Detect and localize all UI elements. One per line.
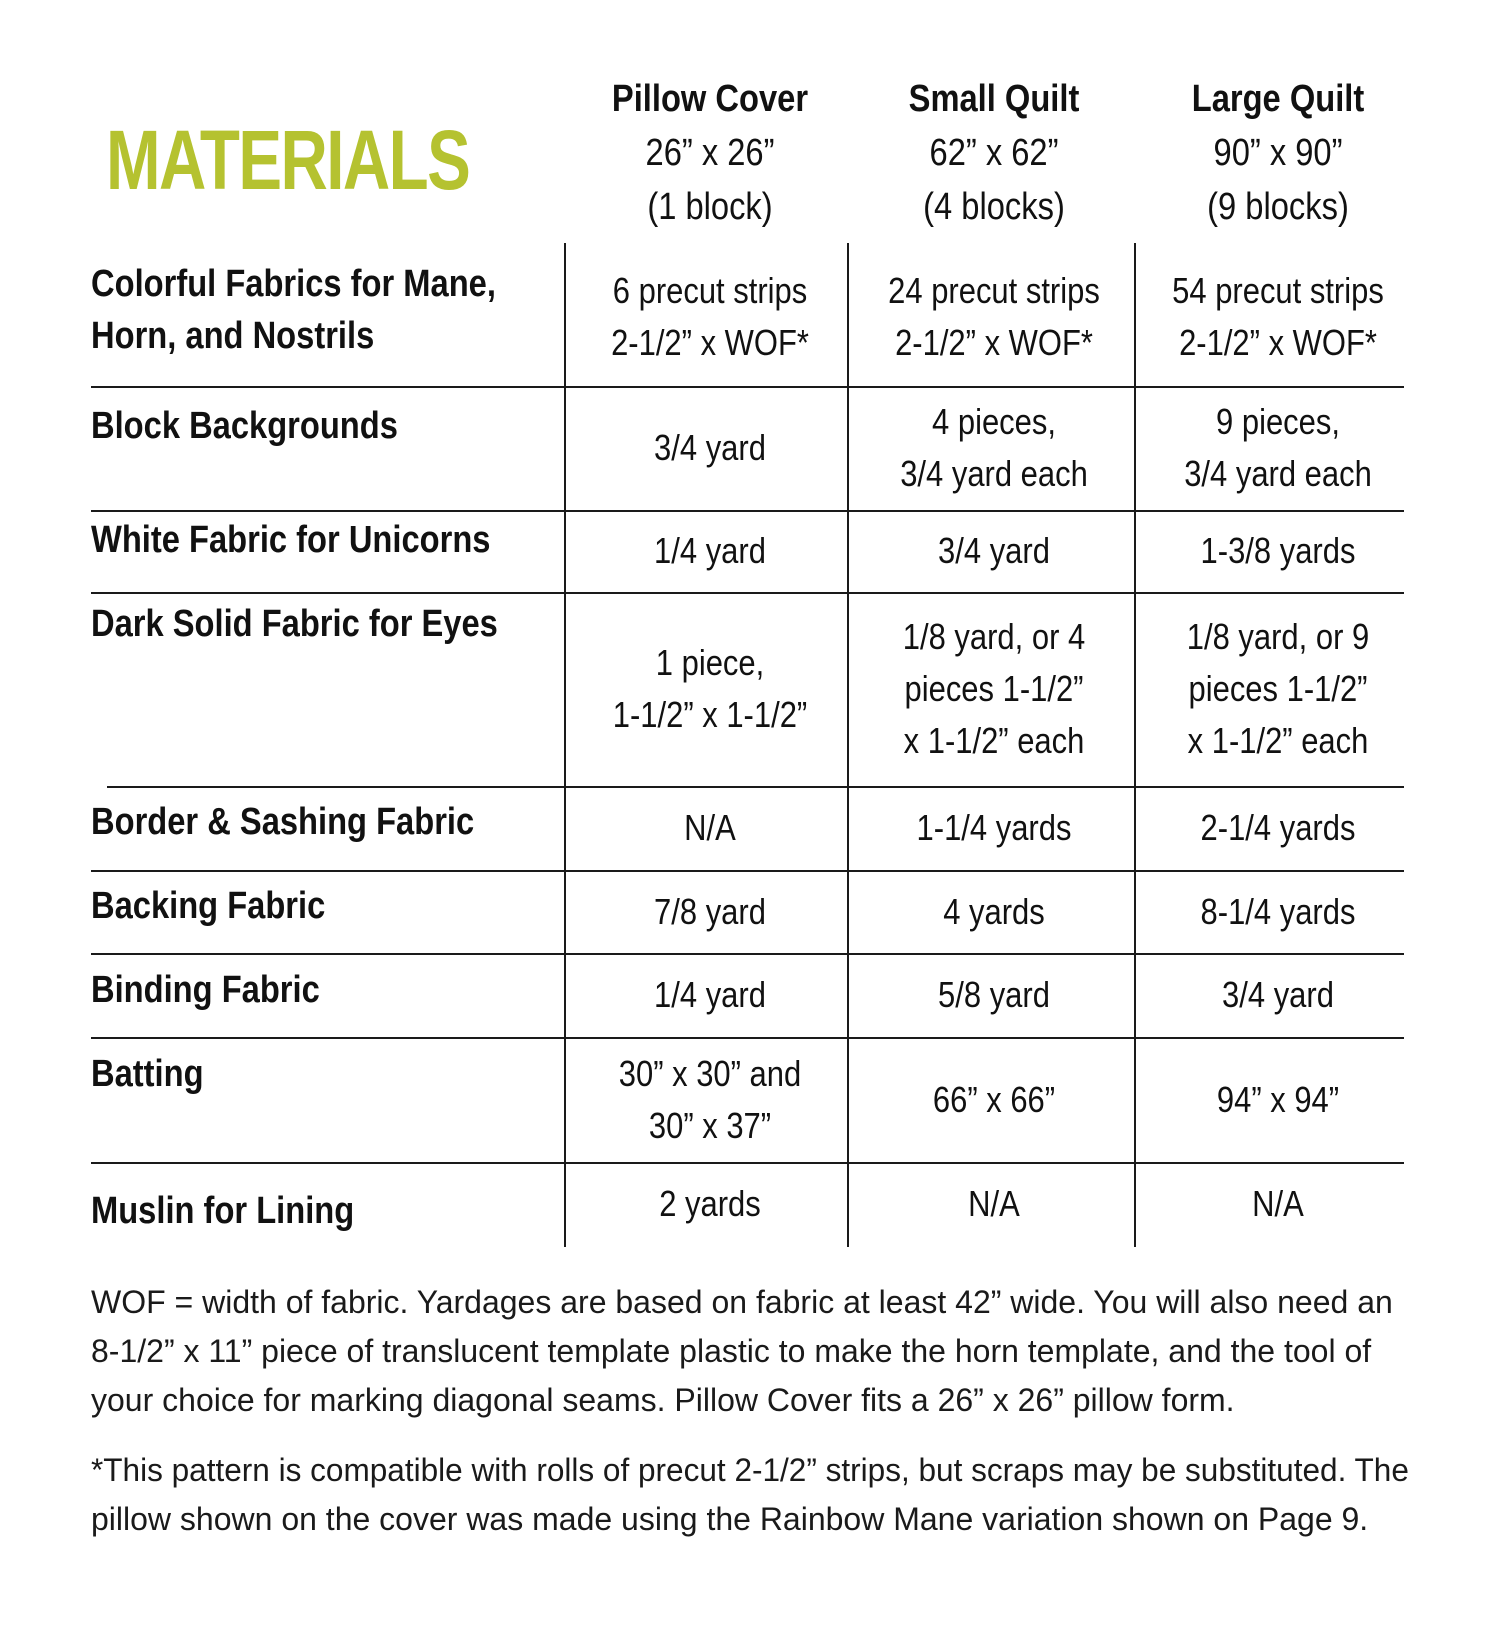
row-divider xyxy=(91,510,1404,512)
table-cell xyxy=(859,396,1129,500)
column-header-size: 90” x 90” xyxy=(1213,132,1343,174)
note-line: *This pattern is compatible with rolls of precut 2-1/2” strips, but scraps may be substituted. The xyxy=(91,1452,1409,1488)
note-line: your choice for marking diagonal seams. Pillow Cover fits a 26” x 26” pillow form. xyxy=(91,1382,1235,1418)
table-cell-line: x 1-1/2” each xyxy=(903,720,1085,761)
row-label xyxy=(91,1185,487,1237)
column-header-blocks: (9 blocks) xyxy=(1207,186,1349,228)
row-divider xyxy=(107,786,1404,788)
table-cell-line: 2-1/2” x WOF* xyxy=(1179,322,1377,363)
wof-note xyxy=(91,1278,1409,1425)
column-header xyxy=(575,72,845,234)
row-label-line: Dark Solid Fabric for Eyes xyxy=(91,603,498,645)
table-cell-line: x 1-1/2” each xyxy=(1187,720,1369,761)
row-label xyxy=(91,598,498,650)
row-label-line: Binding Fabric xyxy=(91,969,320,1011)
table-cell-line: N/A xyxy=(684,807,736,848)
column-divider xyxy=(564,243,566,1247)
row-label-line: Colorful Fabrics for Mane, xyxy=(91,263,496,305)
note-line: WOF = width of fabric. Yardages are based on fabric at least 42” wide. You will also need an xyxy=(91,1284,1393,1320)
row-divider xyxy=(91,870,1404,872)
row-label-line: Horn, and Nostrils xyxy=(91,315,375,357)
table-cell-line: 30” x 30” and xyxy=(618,1053,802,1094)
table-cell xyxy=(1143,265,1413,369)
table-cell xyxy=(575,1178,845,1230)
row-label-line: Border & Sashing Fabric xyxy=(91,801,475,843)
column-header-blocks: (4 blocks) xyxy=(923,186,1065,228)
table-cell xyxy=(1143,396,1413,500)
table-cell xyxy=(859,886,1129,938)
table-cell-line: 3/4 yard each xyxy=(900,453,1088,494)
table-cell-line: 8-1/4 yards xyxy=(1200,891,1356,932)
table-cell xyxy=(575,525,845,577)
table-cell xyxy=(575,422,845,474)
table-cell-line: 1-1/4 yards xyxy=(916,807,1072,848)
table-cell xyxy=(859,1074,1129,1126)
row-label xyxy=(91,258,496,362)
page-title: MATERIALS xyxy=(106,113,470,207)
table-cell-line: 2-1/2” x WOF* xyxy=(895,322,1093,363)
table-cell-line: 1/8 yard, or 9 xyxy=(1186,616,1370,657)
table-cell xyxy=(1143,969,1413,1021)
precut-footnote xyxy=(91,1446,1409,1544)
table-cell-line: 3/4 yard xyxy=(938,530,1050,571)
table-cell xyxy=(1143,886,1413,938)
row-label xyxy=(91,400,487,452)
table-cell-line: N/A xyxy=(1252,1183,1304,1224)
table-cell-line: 6 precut strips xyxy=(612,270,808,311)
row-divider xyxy=(91,592,1404,594)
table-cell-line: 1-3/8 yards xyxy=(1200,530,1356,571)
row-label-line: White Fabric for Unicorns xyxy=(91,519,491,561)
table-cell-line: pieces 1-1/2” xyxy=(1188,668,1368,709)
table-cell-line: 1-1/2” x 1-1/2” xyxy=(612,694,808,735)
table-cell-line: 4 yards xyxy=(943,891,1045,932)
table-cell-line: 1/8 yard, or 4 xyxy=(902,616,1086,657)
note-line: pillow shown on the cover was made using the Rainbow Mane variation shown on Page 9. xyxy=(91,1501,1369,1537)
row-label-line: Batting xyxy=(91,1053,204,1095)
table-cell xyxy=(1143,611,1413,767)
row-divider xyxy=(91,1162,1404,1164)
table-cell xyxy=(575,969,845,1021)
column-header-blocks: (1 block) xyxy=(647,186,773,228)
row-label xyxy=(91,514,491,566)
table-cell-line: 1/4 yard xyxy=(654,530,766,571)
row-divider xyxy=(91,386,1404,388)
row-label xyxy=(91,964,487,1016)
row-divider xyxy=(91,1037,1404,1039)
table-cell-line: 5/8 yard xyxy=(938,974,1050,1015)
table-cell-line: 2-1/4 yards xyxy=(1200,807,1356,848)
table-cell xyxy=(1143,802,1413,854)
table-cell-line: 1 piece, xyxy=(655,642,765,683)
table-cell xyxy=(575,802,845,854)
table-cell-line: 66” x 66” xyxy=(932,1079,1056,1120)
table-cell-line: 54 precut strips xyxy=(1172,270,1384,311)
table-cell xyxy=(575,886,845,938)
row-label xyxy=(91,880,487,932)
column-header-name: Pillow Cover xyxy=(611,78,809,120)
row-divider xyxy=(91,953,1404,955)
table-cell-line: 4 pieces, xyxy=(932,401,1056,442)
row-label-line: Muslin for Lining xyxy=(91,1190,355,1232)
table-cell xyxy=(859,969,1129,1021)
row-label xyxy=(91,796,487,848)
row-label-line: Block Backgrounds xyxy=(91,405,398,447)
table-cell xyxy=(859,1178,1129,1230)
column-header-name: Small Quilt xyxy=(908,78,1080,120)
table-cell-line: 94” x 94” xyxy=(1216,1079,1340,1120)
column-divider xyxy=(1134,243,1136,1247)
table-cell-line: 9 pieces, xyxy=(1216,401,1340,442)
table-cell xyxy=(859,265,1129,369)
column-header-size: 62” x 62” xyxy=(929,132,1059,174)
table-cell-line: 3/4 yard xyxy=(654,427,766,468)
table-cell-line: pieces 1-1/2” xyxy=(904,668,1084,709)
table-cell-line: 2-1/2” x WOF* xyxy=(611,322,809,363)
table-cell xyxy=(859,611,1129,767)
row-label-line: Backing Fabric xyxy=(91,885,326,927)
table-cell xyxy=(1143,1178,1413,1230)
column-header-name: Large Quilt xyxy=(1191,78,1365,120)
table-cell-line: 2 yards xyxy=(659,1183,761,1224)
table-cell xyxy=(575,265,845,369)
column-header xyxy=(859,72,1129,234)
table-cell xyxy=(859,525,1129,577)
table-cell-line: 7/8 yard xyxy=(654,891,766,932)
column-header-size: 26” x 26” xyxy=(645,132,775,174)
table-cell xyxy=(1143,525,1413,577)
table-cell-line: 1/4 yard xyxy=(654,974,766,1015)
row-label xyxy=(91,1048,487,1100)
table-cell xyxy=(1143,1074,1413,1126)
table-cell-line: 24 precut strips xyxy=(888,270,1100,311)
table-cell xyxy=(575,637,845,741)
column-header xyxy=(1143,72,1413,234)
note-line: 8-1/2” x 11” piece of translucent template plastic to make the horn template, and the tool of xyxy=(91,1333,1372,1369)
table-cell-line: 3/4 yard each xyxy=(1184,453,1372,494)
table-cell xyxy=(575,1048,845,1152)
table-cell xyxy=(859,802,1129,854)
column-divider xyxy=(847,243,849,1247)
table-cell-line: 30” x 37” xyxy=(648,1105,772,1146)
table-cell-line: N/A xyxy=(968,1183,1020,1224)
table-cell-line: 3/4 yard xyxy=(1222,974,1334,1015)
